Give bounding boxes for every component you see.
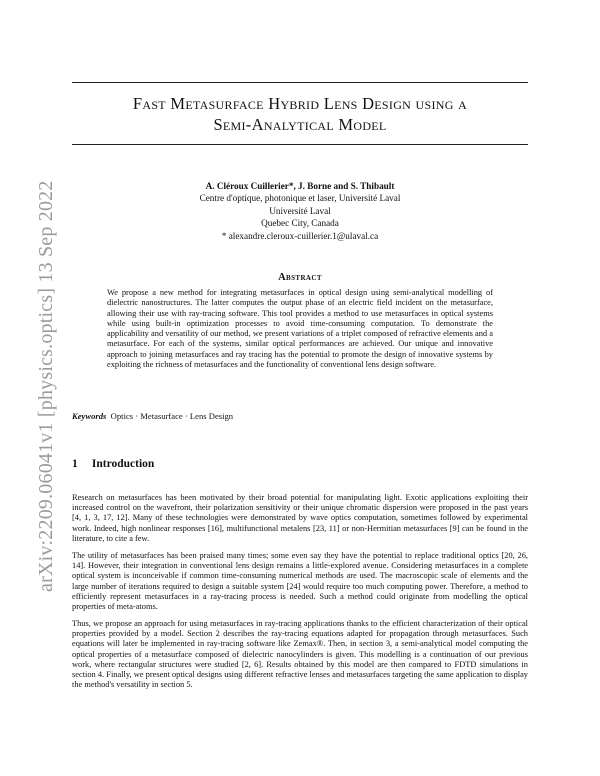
title-rule-bottom [72,144,528,145]
author-email: * alexandre.cleroux-cuillerier.1@ulaval.ca [221,230,379,241]
section-heading [72,458,154,470]
author-names: A. Cléroux Cuillerier*, J. Borne and S. Thibault [205,181,395,191]
body-paragraph: The utility of metasurfaces has been praised many times; some even say they have the potential to replace traditional optics [20, 26, 14]. However, their integration in conventional lens design remains a little-explored avenue. Considering metasurfaces in a complete optical system is inconceivable if common time-consuming numerical methods are used. The macroscopic scale of elements and the large number of iterations required to design a suitable system [24] would require too much computing power. Therefore, a method to efficiently represent metasurfaces in a ray-tracing process is needed. Such a method could originate from modelling the optical properties of meta-atoms. [72,551,528,612]
paper-title [60,93,540,135]
section-title: Introduction [91,458,155,470]
title-line-2: Semi-Analytical Model [213,115,387,134]
keywords-line [72,411,528,421]
section-number: 1 [72,458,78,470]
keywords-label: Keywords [72,411,107,421]
arxiv-stamp: arXiv:2209.06041v1 [physics.optics] 13 Sep 2022 [35,180,57,592]
author-location: Quebec City, Canada [261,218,339,229]
title-rule-top [72,82,528,83]
title-line-1: Fast Metasurface Hybrid Lens Design using a [132,94,468,113]
abstract-text: We propose a new method for integrating metasurfaces in optical design using semi-analytical modelling of dielectric nanostructures. The latter computes the output phase of an electric field incident on the metasurface, allowing their use with ray-tracing software. This tool provides a method to use metasurfaces in optical systems while using built-in optimization processes to avoid time-consuming computation. To demonstrate the applicability and versatility of our method, we present variations of a triplet composed of refractive elements and a metasurface. For each of the systems, similar optical performances are achieved. Our unique and innovative approach to joining metasurfaces and ray tracing has the potential to promote the design of innovative systems by exploiting the richness of metasurfaces and the functionality of conventional lens design software. [107,288,493,370]
abstract-heading: Abstract [278,272,322,283]
affiliation-line-1: Centre d'optique, photonique et laser, Université Laval [199,193,401,204]
body-paragraph: Research on metasurfaces has been motivated by their broad potential for manipulating light. Exotic applications exploiting their increased control on the wavefront, their polarization sensitivity or their unique chromatic dispersion were proposed in the past years [4, 1, 3, 17, 12]. Many of these technologies were demonstrated by wave optics computation, sometimes followed by experimental work. Indeed, high nonlinear responses [16], multifunctional metalens [23, 11] or non-Hermitian metasurfaces [9] can be found in the literature, to cite a few. [72,493,528,543]
affiliation-line-2: Université Laval [269,205,331,216]
keywords-text: Optics · Metasurface · Lens Design [110,411,234,421]
author-block [100,180,500,242]
body-paragraph: Thus, we propose an approach for using metasurfaces in ray-tracing applications thanks to the efficient characterization of their optical properties provided by a model. Section 2 describes the ray-tracing equations adapted for propagation through metasurfaces. Such equations will later be implemented in ray-tracing software like Zemax®. Then, in section 3, a semi-analytical model computing the optical properties of a metasurface composed of dielectric nanocylinders is given. This modelling is a continuation of our previous work, where rectangular structures were studied [2, 6]. Results obtained by this model are then compared to FDTD simulations in section 4. Finally, we present optical designs using different refractive lenses and metasurfaces targeting the same application to display the method's versatility in section 5. [72,619,528,690]
